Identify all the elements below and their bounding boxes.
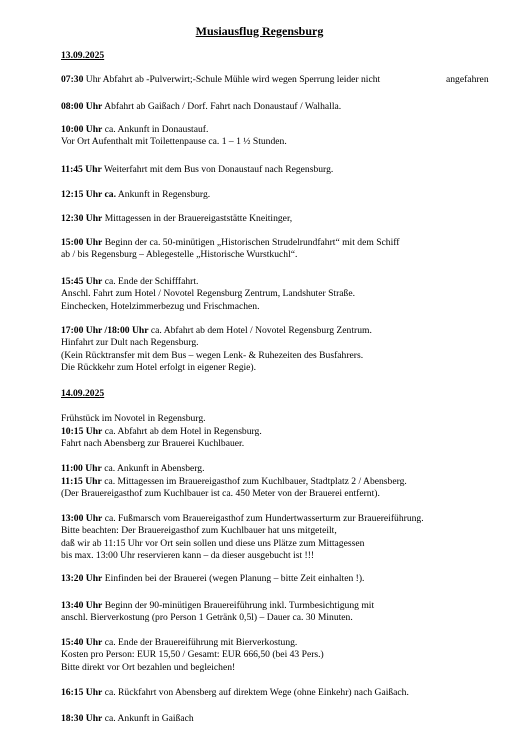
itinerary-entry — [61, 637, 511, 674]
entry-line — [61, 525, 511, 537]
entry-line — [61, 488, 511, 500]
entry-text: anschl. Bierverkostung (pro Person 1 Getränk 0,5l) – Dauer ca. 30 Minuten. — [61, 612, 353, 624]
itinerary-entry — [61, 687, 511, 699]
entry-line — [61, 237, 511, 249]
entry-text: ca. Ankunft in Gaißach — [104, 713, 194, 724]
entry-time: 12:30 Uhr — [61, 213, 103, 224]
entry-text: Einfinden bei der Brauerei (wegen Planung – bitte Zeit einhalten !). — [104, 573, 365, 584]
entry-line — [61, 350, 511, 362]
entry-time: 18:30 Uhr — [61, 713, 103, 724]
entry-line — [61, 213, 511, 225]
entry-text: Hinfahrt zur Dult nach Regensburg. — [61, 337, 199, 349]
entry-text: (Der Brauereigasthof zum Kuchlbauer ist ca. 450 Meter von der Brauerei entfernt). — [61, 488, 380, 500]
entry-text: ca. Abfahrt ab dem Hotel in Regensburg. — [104, 426, 262, 437]
entry-text: Uhr Abfahrt ab -Pulverwirt;-Schule Mühle wird wegen Sperrung leider nicht — [85, 74, 381, 85]
entry-text: ca. Ende der Brauereiführung mit Bierverkostung. — [104, 637, 298, 648]
entry-text: ca. Fußmarsch vom Brauereigasthof zum Hundertwasserturm zur Brauereiführung. — [104, 513, 424, 524]
itinerary-entry — [61, 101, 511, 113]
entry-line — [61, 713, 511, 725]
entry-time: 15:40 Uhr — [61, 637, 103, 648]
entry-line — [61, 612, 511, 624]
entry-time: 11:00 Uhr — [61, 463, 102, 474]
entry-text: Die Rückkehr zum Hotel erfolgt in eigener Regie). — [61, 361, 257, 373]
entry-aside: angefahren — [446, 74, 489, 85]
entry-line — [61, 337, 511, 349]
entry-line — [61, 124, 511, 136]
entry-text: Einchecken, Hotelzimmerbezug und Frischmachen. — [61, 300, 260, 312]
itinerary-entry — [61, 573, 511, 585]
document-title: Musiausflug Regensburg — [195, 24, 324, 38]
entry-line — [61, 136, 511, 148]
entry-time: 13:40 Uhr — [61, 600, 103, 611]
entry-text: bis max. 13:00 Uhr reservieren kann – da dieser ausgebucht ist !!! — [61, 549, 315, 561]
entry-text: Mittagessen in der Brauereigaststätte Kneitinger, — [104, 213, 293, 224]
itinerary-entry — [61, 463, 511, 475]
entry-line — [61, 189, 511, 201]
entry-text: Abfahrt ab Gaißach / Dorf. Fahrt nach Donaustauf / Walhalla. — [104, 101, 342, 112]
entry-line — [61, 463, 511, 475]
entry-text: Vor Ort Aufenthalt mit Toilettenpause ca. 1 – 1 ½ Stunden. — [61, 136, 287, 148]
entry-text: Weiterfahrt mit dem Bus von Donaustauf nach Regensburg. — [104, 164, 334, 175]
itinerary-entry — [61, 237, 511, 262]
itinerary-entry — [61, 413, 511, 425]
entry-time: 17:00 Uhr /18:00 Uhr — [61, 325, 149, 336]
itinerary-entry — [61, 124, 511, 149]
entry-text: ca. Abfahrt ab dem Hotel / Novotel Regensburg Zentrum. — [150, 325, 372, 336]
itinerary-entry — [61, 476, 511, 501]
entry-line — [61, 249, 511, 261]
entry-text: ab / bis Regensburg – Ablegestelle „Historische Wurstkuchl“. — [61, 249, 298, 261]
entry-time: 10:00 Uhr — [61, 124, 103, 135]
entry-text: (Kein Rücktransfer mit dem Bus – wegen Lenk- & Ruhezeiten des Busfahrers. — [61, 349, 364, 361]
itinerary-entry — [61, 513, 511, 562]
entry-line — [61, 413, 511, 425]
entry-text: ca. Rückfahrt von Abensberg auf direktem Wege (ohne Einkehr) nach Gaißach. — [104, 687, 409, 698]
entry-text: Anschl. Fahrt zum Hotel / Novotel Regensburg Zentrum, Landshuter Straße. — [61, 288, 355, 300]
entry-time: 13:20 Uhr — [61, 573, 103, 584]
entry-text: ca. Ankunft in Donaustauf. — [104, 124, 209, 135]
entry-line — [61, 301, 511, 313]
entry-text: Kosten pro Person: EUR 15,50 / Gesamt: EUR 666,50 (bei 43 Pers.) — [61, 649, 324, 661]
entry-time: 11:45 Uhr — [61, 164, 102, 175]
entry-time: 10:15 Uhr — [61, 426, 103, 437]
entry-text: Frühstück im Novotel in Regensburg. — [61, 413, 206, 424]
date-heading: 13.09.2025 — [61, 50, 105, 61]
entry-text: Beginn der ca. 50-minütigen „Historischen Strudelrundfahrt“ mit dem Schiff — [104, 237, 400, 248]
entry-time: 16:15 Uhr — [61, 687, 103, 698]
entry-time: 08:00 Uhr — [61, 101, 103, 112]
entry-line — [61, 637, 511, 649]
entry-line — [61, 288, 511, 300]
entry-line — [61, 476, 511, 488]
entry-time: 11:15 Uhr — [61, 476, 102, 487]
entry-line — [61, 538, 511, 550]
entry-line — [61, 573, 511, 585]
entry-line — [61, 649, 511, 661]
entry-line — [61, 687, 511, 699]
entry-line — [61, 164, 511, 176]
itinerary-entry — [61, 164, 511, 176]
itinerary-entry — [61, 74, 511, 86]
entry-time: 13:00 Uhr — [61, 513, 103, 524]
date-heading: 14.09.2025 — [61, 388, 105, 399]
entry-text: Fahrt nach Abensberg zur Brauerei Kuchlbauer. — [61, 438, 245, 450]
itinerary-entry — [61, 276, 511, 313]
entry-line — [61, 600, 511, 612]
itinerary-entry — [61, 600, 511, 625]
entry-text: ca. Ende der Schifffahrt. — [104, 276, 199, 287]
entry-line — [61, 325, 511, 337]
entry-line — [61, 438, 511, 450]
entry-time: 15:00 Uhr — [61, 237, 103, 248]
entry-line — [61, 74, 511, 86]
entry-time: 15:45 Uhr — [61, 276, 103, 287]
itinerary-entry — [61, 213, 511, 225]
itinerary-entry — [61, 189, 511, 201]
entry-text: Beginn der 90-minütigen Brauereiführung inkl. Turmbesichtigung mit — [104, 600, 375, 611]
itinerary-entry — [61, 713, 511, 725]
entry-text: Ankunft in Regensburg. — [117, 189, 211, 200]
entry-line — [61, 362, 511, 374]
entry-text: ca. Mittagessen im Brauereigasthof zum Kuchlbauer, Stadtplatz 2 / Abensberg. — [104, 476, 407, 487]
entry-line — [61, 276, 511, 288]
entry-line — [61, 550, 511, 562]
itinerary-entry — [61, 426, 511, 451]
entry-time: 12:15 Uhr ca. — [61, 189, 116, 200]
entry-line — [61, 513, 511, 525]
entry-time: 07:30 — [61, 74, 84, 85]
entry-line — [61, 662, 511, 674]
entry-text: Bitte direkt vor Ort bezahlen und begleichen! — [61, 661, 236, 673]
entry-line — [61, 426, 511, 438]
entry-text: ca. Ankunft in Abensberg. — [104, 463, 205, 474]
entry-text: daß wir ab 11:15 Uhr vor Ort sein sollen und diese uns Plätze zum Mittagessen — [61, 537, 365, 549]
entry-line — [61, 101, 511, 113]
entry-text: Bitte beachten: Der Brauereigasthof zum Kuchlbauer hat uns mitgeteilt, — [61, 525, 337, 537]
itinerary-entry — [61, 325, 511, 374]
